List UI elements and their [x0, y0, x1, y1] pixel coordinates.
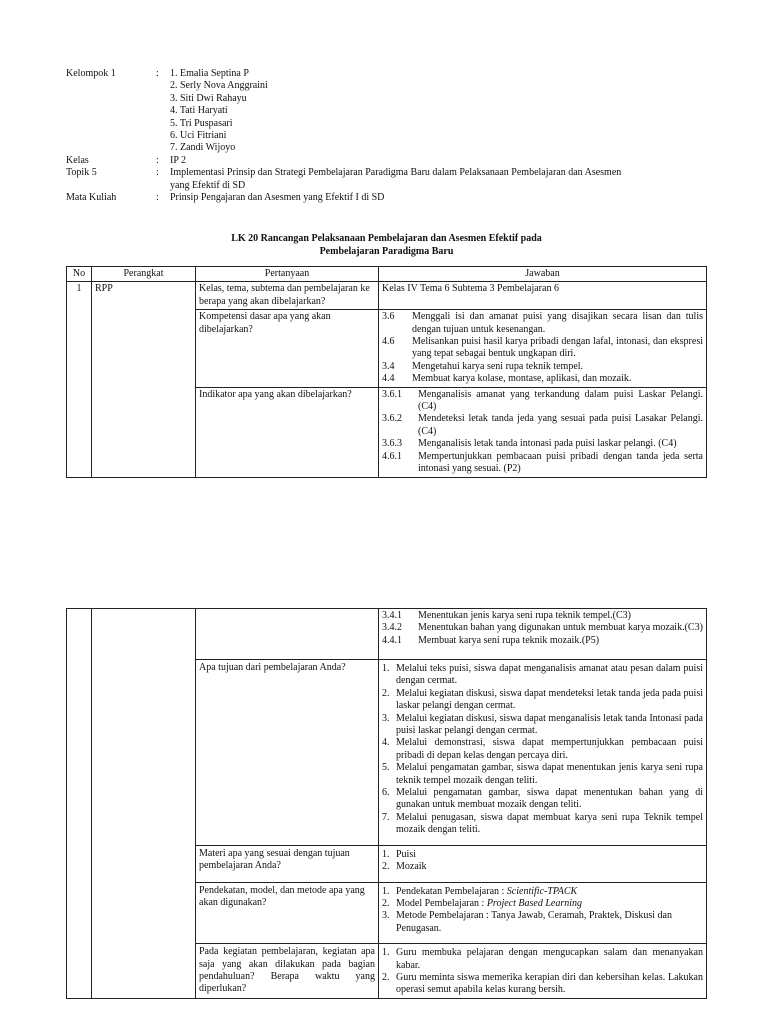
answer-cell: Kelas IV Tema 6 Subtema 3 Pembelajaran 6	[379, 282, 707, 310]
question-cell: Kelas, tema, subtema dan pembelajaran ke berapa yang akan dibelajarkan?	[196, 282, 379, 310]
perangkat-cell	[92, 609, 196, 999]
answer-cell	[379, 609, 707, 660]
header-pertanyaan: Pertanyaan	[196, 267, 379, 282]
rpp-table-page2	[66, 608, 707, 999]
question-cell: Indikator apa yang akan dibelajarkan?	[196, 387, 379, 477]
question-cell: Pendekatan, model, dan metode apa yang akan digunakan?	[196, 882, 379, 944]
answer-cell	[379, 310, 707, 387]
header-no: No	[67, 267, 92, 282]
answer-cell	[379, 660, 707, 846]
list-item: 3. Melalui kegiatan diskusi, siswa dapat menganalisis letak tanda Intonasi pada puisi laskar pelangi dengan cermat.	[382, 712, 703, 737]
indicator-item: 4.6.1 Mempertunjukkan pembacaan puisi pribadi dengan tanda jeda serta intonasi yang sesuai. (P2)	[382, 450, 703, 475]
question-cell	[196, 609, 379, 660]
indicator-item: 4.4.1 Membuat karya seni rupa teknik mozaik.(P5)	[382, 634, 600, 646]
row-number: 1	[67, 282, 92, 477]
member-item: 1. Emalia Septina P	[170, 68, 249, 79]
perangkat-cell: RPP	[92, 282, 196, 477]
member-item: 7. Zandi Wijoyo	[170, 142, 236, 154]
list-item: 1. Pendekatan Pembelajaran : Scientific-TPACK	[382, 885, 578, 897]
indicator-item: 3.6.1 Menganalisis amanat yang terkandung dalam puisi Laskar Pelangi. (C4)	[382, 388, 703, 413]
question-cell: Materi apa yang sesuai dengan tujuan pembelajaran Anda?	[196, 845, 379, 882]
list-item: 3. Metode Pembelajaran : Tanya Jawab, Ceramah, Praktek, Diskusi dan Penugasan.	[382, 910, 672, 934]
kd-item: 3.4 Mengetahui karya seni rupa teknik tempel.	[382, 360, 584, 372]
question-cell: Apa tujuan dari pembelajaran Anda?	[196, 660, 379, 846]
rpp-table-page1	[66, 266, 707, 478]
materi-list	[382, 849, 703, 874]
member-list	[170, 68, 706, 155]
list-item: 2. Melalui kegiatan diskusi, siswa dapat mendeteksi letak tanda jeda pada puisi laskar pelangi dengan cermat.	[382, 687, 703, 712]
tujuan-list	[382, 663, 703, 837]
kelompok-row: Kelompok 1 : 1. Emalia Septina P 2. Serly Nova Anggraini 3. Siti Dwi Rahayu 4. Tati Haryati 5. Tri Puspasari 6. Uci Fitriani 7. Zandi Wijoyo	[66, 68, 706, 155]
pendekatan-list	[382, 886, 703, 936]
kd-item: 4.6 Melisankan puisi hasil karya pribadi dengan lafal, intonasi, dan ekspresi yang tepat sebagai bentuk ungkapan diri.	[382, 336, 703, 360]
indicator-item: 3.6.2 Mendeteksi letak tanda jeda yang sesuai pada puisi Lasakar Pelangi. (C4)	[382, 413, 703, 437]
list-item: 4. Melalui demonstrasi, siswa dapat mempertunjukkan pembacaan puisi pribadi di depan kelas dengan percaya diri.	[382, 737, 703, 761]
header-perangkat: Perangkat	[92, 267, 196, 282]
header-jawaban: Jawaban	[379, 267, 707, 282]
kd-item: 3.6 Menggali isi dan amanat puisi yang disajikan secara lisan dan tulis dengan tujuan untuk kesenangan.	[382, 311, 703, 335]
member-item: 3. Siti Dwi Rahayu	[170, 92, 247, 104]
table-row	[67, 282, 707, 310]
list-item: 2. Guru meminta siswa memerika kerapian diri dan kebersihan kelas. Lakukan operasi semut apabila kelas kurang bersih.	[382, 971, 703, 996]
answer-cell	[379, 882, 707, 944]
list-item: 1. Melalui teks puisi, siswa dapat menganalisis amanat atau pesan dalam puisi dengan cermat.	[382, 663, 703, 687]
member-item: 5. Tri Puspasari	[170, 117, 233, 129]
list-item: 5. Melalui pengamatan gambar, siswa dapat menentukan jenis karya seni rupa teknik tempel mozaik dengan teliti.	[382, 762, 703, 786]
member-item: 6. Uci Fitriani	[170, 130, 227, 142]
indicator-item: 3.4.2 Menentukan bahan yang digunakan untuk membuat karya mozaik.(C3)	[382, 622, 703, 634]
list-item: 7. Melalui penugasan, siswa dapat membuat karya seni rupa Teknik tempel mozaik dengan teliti.	[382, 811, 703, 836]
member-item: 2. Serly Nova Anggraini	[170, 80, 268, 92]
list-item: 2. Mozaik	[382, 861, 427, 873]
kegiatan-list	[382, 947, 703, 997]
list-item: 1. Guru membuka pelajaran dengan mengucapkan salam dan menanyakan kabar.	[382, 947, 703, 971]
kd-item: 4.4 Membuat karya kolase, montase, aplikasi, dan mozaik.	[382, 373, 632, 385]
question-cell: Pada kegiatan pembelajaran, kegiatan apa saja yang akan dilakukan pada bagian pendahuluan? Berapa waktu yang diperlukan?	[196, 944, 379, 999]
table-row	[67, 609, 707, 660]
member-item: 4. Tati Haryati	[170, 105, 228, 117]
list-item: 2. Model Pembelajaran : Project Based Learning	[382, 897, 582, 909]
identity-block	[66, 68, 706, 204]
list-item: 6. Melalui pengamatan gambar, siswa dapat menentukan bahan yang di gunakan untuk membuat mozaik dengan teliti.	[382, 787, 703, 811]
kelas-row: Kelas : IP 2	[66, 154, 187, 166]
list-item: 1. Puisi	[382, 848, 417, 860]
question-cell: Kompetensi dasar apa yang akan dibelajarkan?	[196, 310, 379, 387]
table-header-row	[67, 267, 707, 282]
document-title: LK 20 Rancangan Pelaksanaan Pembelajaran dan Asesmen Efektif pada Pembelajaran Paradigma Baru	[231, 233, 542, 257]
topik-row: Topik 5 : Implementasi Prinsip dan Strategi Pembelajaran Paradigma Baru dalam Pelaksanaan Pembelajaran dan Asesmen yang Efektif di SD	[66, 167, 622, 191]
indicator-item: 3.6.3 Menganalisis letak tanda intonasi pada puisi laskar pelangi. (C4)	[382, 438, 677, 450]
row-number	[67, 609, 92, 999]
indicator-item: 3.4.1 Menentukan jenis karya seni rupa teknik tempel.(C3)	[382, 610, 631, 621]
answer-cell	[379, 845, 707, 882]
answer-cell	[379, 944, 707, 999]
answer-cell	[379, 387, 707, 477]
matkul-row: Mata Kuliah : Prinsip Pengajaran dan Asesmen yang Efektif I di SD	[66, 192, 385, 204]
